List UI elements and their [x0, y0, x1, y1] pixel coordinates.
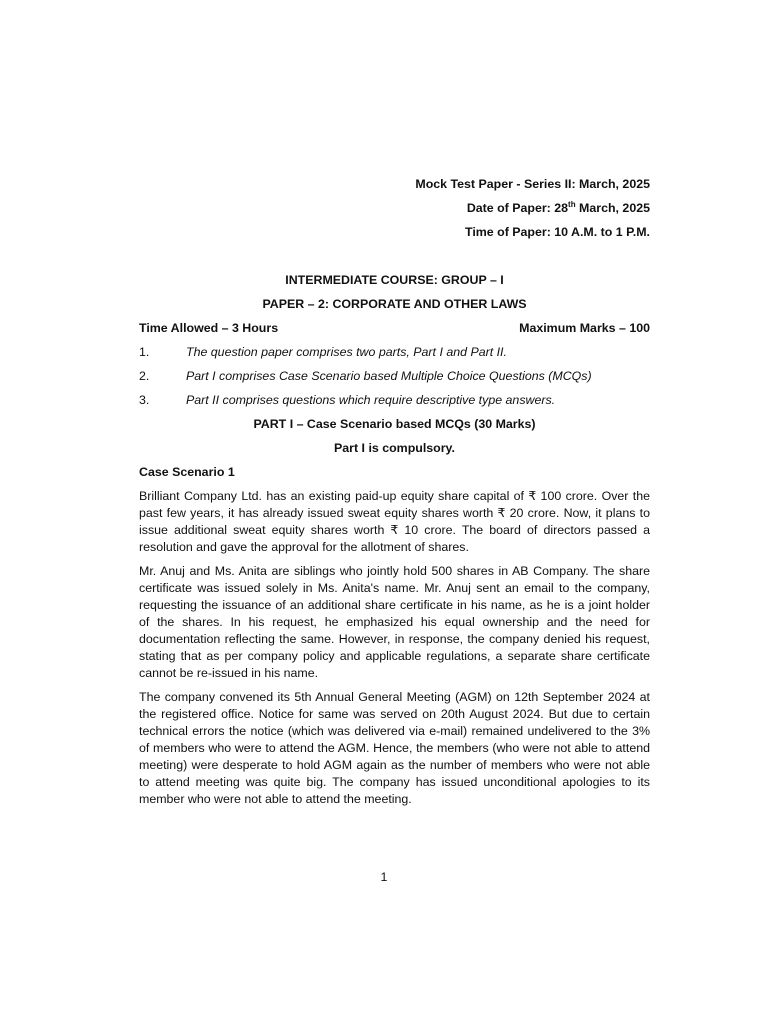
- instruction-text: Part II comprises questions which require descriptive type answers.: [186, 393, 556, 407]
- date-superscript: th: [568, 199, 576, 209]
- date-line: [139, 200, 650, 217]
- case-scenario-title: Case Scenario 1: [139, 465, 235, 479]
- paper-title: PAPER – 2: CORPORATE AND OTHER LAWS: [262, 297, 527, 311]
- paper-header: [139, 176, 650, 241]
- instruction-text: The question paper comprises two parts, Part I and Part II.: [186, 345, 507, 359]
- date-prefix: Date of Paper: 28: [466, 201, 569, 215]
- instruction-text: Part I comprises Case Scenario based Multiple Choice Questions (MCQs): [186, 369, 592, 383]
- time-allowed: Time Allowed – 3 Hours: [139, 321, 279, 335]
- time-marks-row: [139, 320, 650, 337]
- case-paragraph: Mr. Anuj and Ms. Anita are siblings who jointly hold 500 shares in AB Company. The share certificate was issued solely in Ms. Anita's name. Mr. Anuj sent an email to the company, requesting the issuance of an additional share certificate in his name, as he is a joint holder of the shares. In his request, he emphasized his equal ownership and the need for documentation reflecting the same. However, in response, the company denied his request, stating that as per company policy and applicable regulations, a separate share certificate cannot be re-issued in his name.: [139, 564, 650, 680]
- course-title: INTERMEDIATE COURSE: GROUP – I: [285, 273, 504, 287]
- instruction-number: 2.: [139, 369, 150, 383]
- instruction-number: 1.: [139, 345, 150, 359]
- part-one-title: PART I – Case Scenario based MCQs (30 Marks): [253, 417, 536, 431]
- instruction-number: 3.: [139, 393, 150, 407]
- case-paragraph: Brilliant Company Ltd. has an existing paid-up equity share capital of ₹ 100 crore. Over the past few years, it has already issued sweat equity shares worth ₹ 20 crore. Now, it plans to issue additional sweat equity shares worth ₹ 10 crore. The board of directors passed a resolution and gave the approval for the allotment of shares.: [139, 489, 650, 554]
- date-suffix: March, 2025: [575, 201, 650, 215]
- time-line: Time of Paper: 10 A.M. to 1 P.M.: [465, 225, 650, 239]
- maximum-marks: Maximum Marks – 100: [519, 321, 650, 335]
- series-line: Mock Test Paper - Series II: March, 2025: [415, 177, 650, 191]
- part-one-compulsory-note: Part I is compulsory.: [334, 441, 455, 455]
- case-paragraph: The company convened its 5th Annual General Meeting (AGM) on 12th September 2024 at the registered office. Notice for same was served on 20th August 2024. But due to certain technical errors the notice (which was delivered via e-mail) remained undelivered to the 3% of members who were to attend the AGM. Hence, the members (who were not able to attend meeting) were desperate to hold AGM again as the number of members who were not able to attend meeting was quite big. The company has issued unconditional apologies to its member who were not able to attend the meeting.: [139, 690, 650, 806]
- instruction-item: [139, 392, 650, 409]
- page-number: 1: [380, 870, 388, 884]
- instruction-item: [139, 368, 650, 385]
- page-content: [139, 176, 650, 815]
- instruction-item: [139, 344, 650, 361]
